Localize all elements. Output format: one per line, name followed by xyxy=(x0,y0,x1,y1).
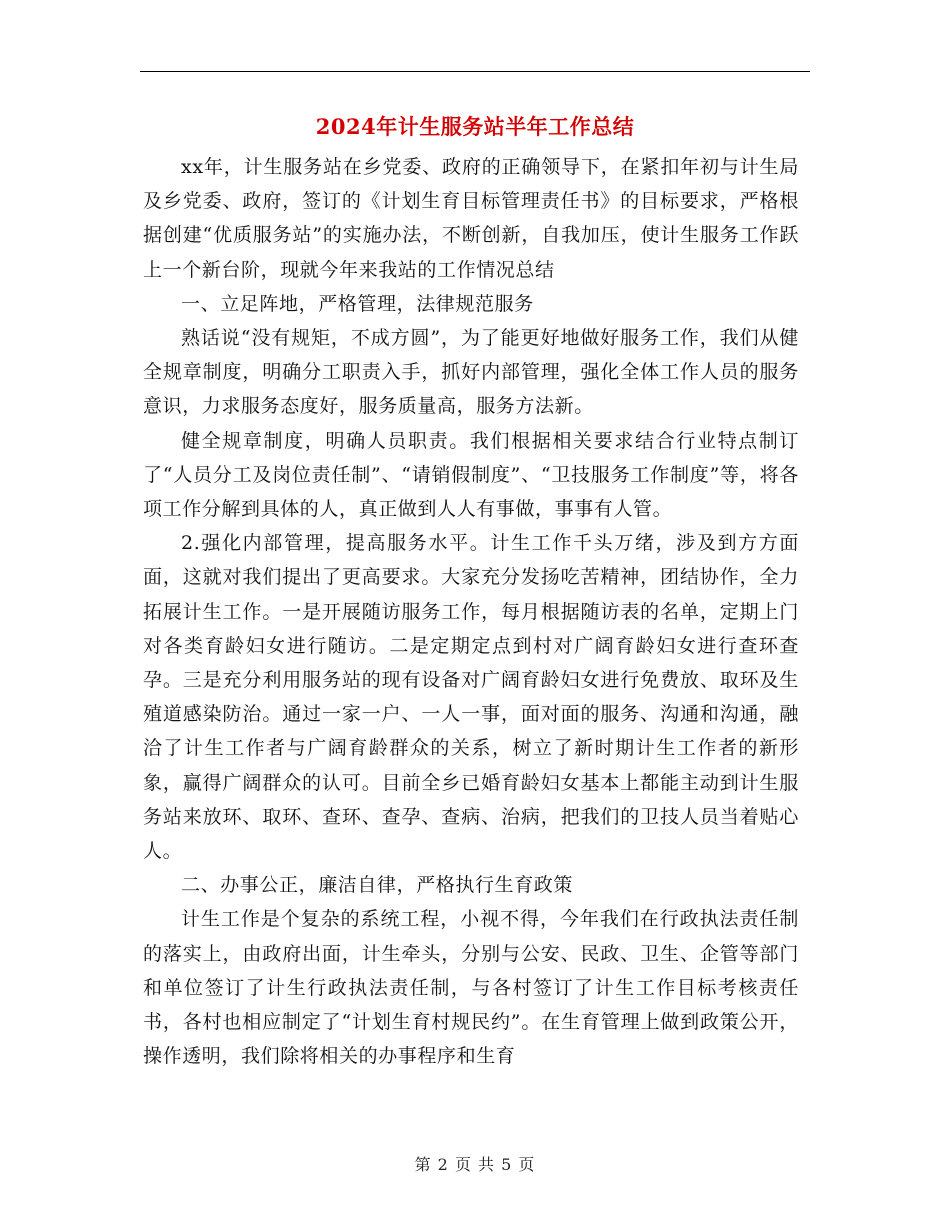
paragraph: 计生工作是个复杂的系统工程，小视不得，今年我们在行政执法责任制的落实上，由政府出面，计生牵头，分别与公安、民政、卫生、企管等部门和单位签订了计生行政执法责任制，与各村签订了计生工作目标考核责任书，各村也相应制定了“计划生育村规民约”。在生育管理上做到政策公开，操作透明，我们除将相关的办事程序和生育 xyxy=(143,908,799,1068)
document-body xyxy=(143,150,799,1073)
document-title: 2024年计生服务站半年工作总结 xyxy=(315,114,635,139)
paragraph: 2.强化内部管理，提高服务水平。计生工作千头万绪，涉及到方方面面，这就对我们提出了更高要求。大家充分发扬吃苦精神，团结协作，全力拓展计生工作。一是开展随访服务工作，每月根据随访表的名单，定期上门对各类育龄妇女进行随访。二是定期定点到村对广阔育龄妇女进行查环查孕。三是充分利用服务站的现有设备对广阔育龄妇女进行免费放、取环及生殖道感染防治。通过一家一户、一人一事，面对面的服务、沟通和沟通，融洽了计生工作者与广阔育龄群众的关系，树立了新时期计生工作者的新形象，赢得广阔群众的认可。目前全乡已婚育龄妇女基本上都能主动到计生服务站来放环、取环、查环、查孕、查病、治病，把我们的卫技人员当着贴心人。 xyxy=(143,532,799,863)
page-number: 第 2 页 共 5 页 xyxy=(414,1155,536,1174)
section-heading-1: 一、立足阵地，严格管理，法律规范服务 xyxy=(181,292,534,315)
paragraph: 熟话说“没有规矩，不成方圆”，为了能更好地做好服务工作，我们从健全规章制度，明确分工职责入手，抓好内部管理，强化全体工作人员的服务意识，力求服务态度好，服务质量高，服务方法新。 xyxy=(143,327,799,418)
section-heading-2: 二、办事公正，廉洁自律，严格执行生育政策 xyxy=(181,874,574,897)
header-rule xyxy=(140,71,810,72)
paragraph: 健全规章制度，明确人员职责。我们根据相关要求结合行业特点制订了“人员分工及岗位责任制”、“请销假制度”、“卫技服务工作制度”等，将各项工作分解到具体的人，真正做到人人有事做，事事有人管。 xyxy=(143,429,799,521)
paragraph-intro: xx年，计生服务站在乡党委、政府的正确领导下，在紧扣年初与计生局及乡党委、政府，签订的《计划生育目标管理责任书》的目标要求，严格根据创建“优质服务站”的实施办法，不断创新，自我加压，使计生服务工作跃上一个新台阶，现就今年来我站的工作情况总结 xyxy=(143,156,799,281)
